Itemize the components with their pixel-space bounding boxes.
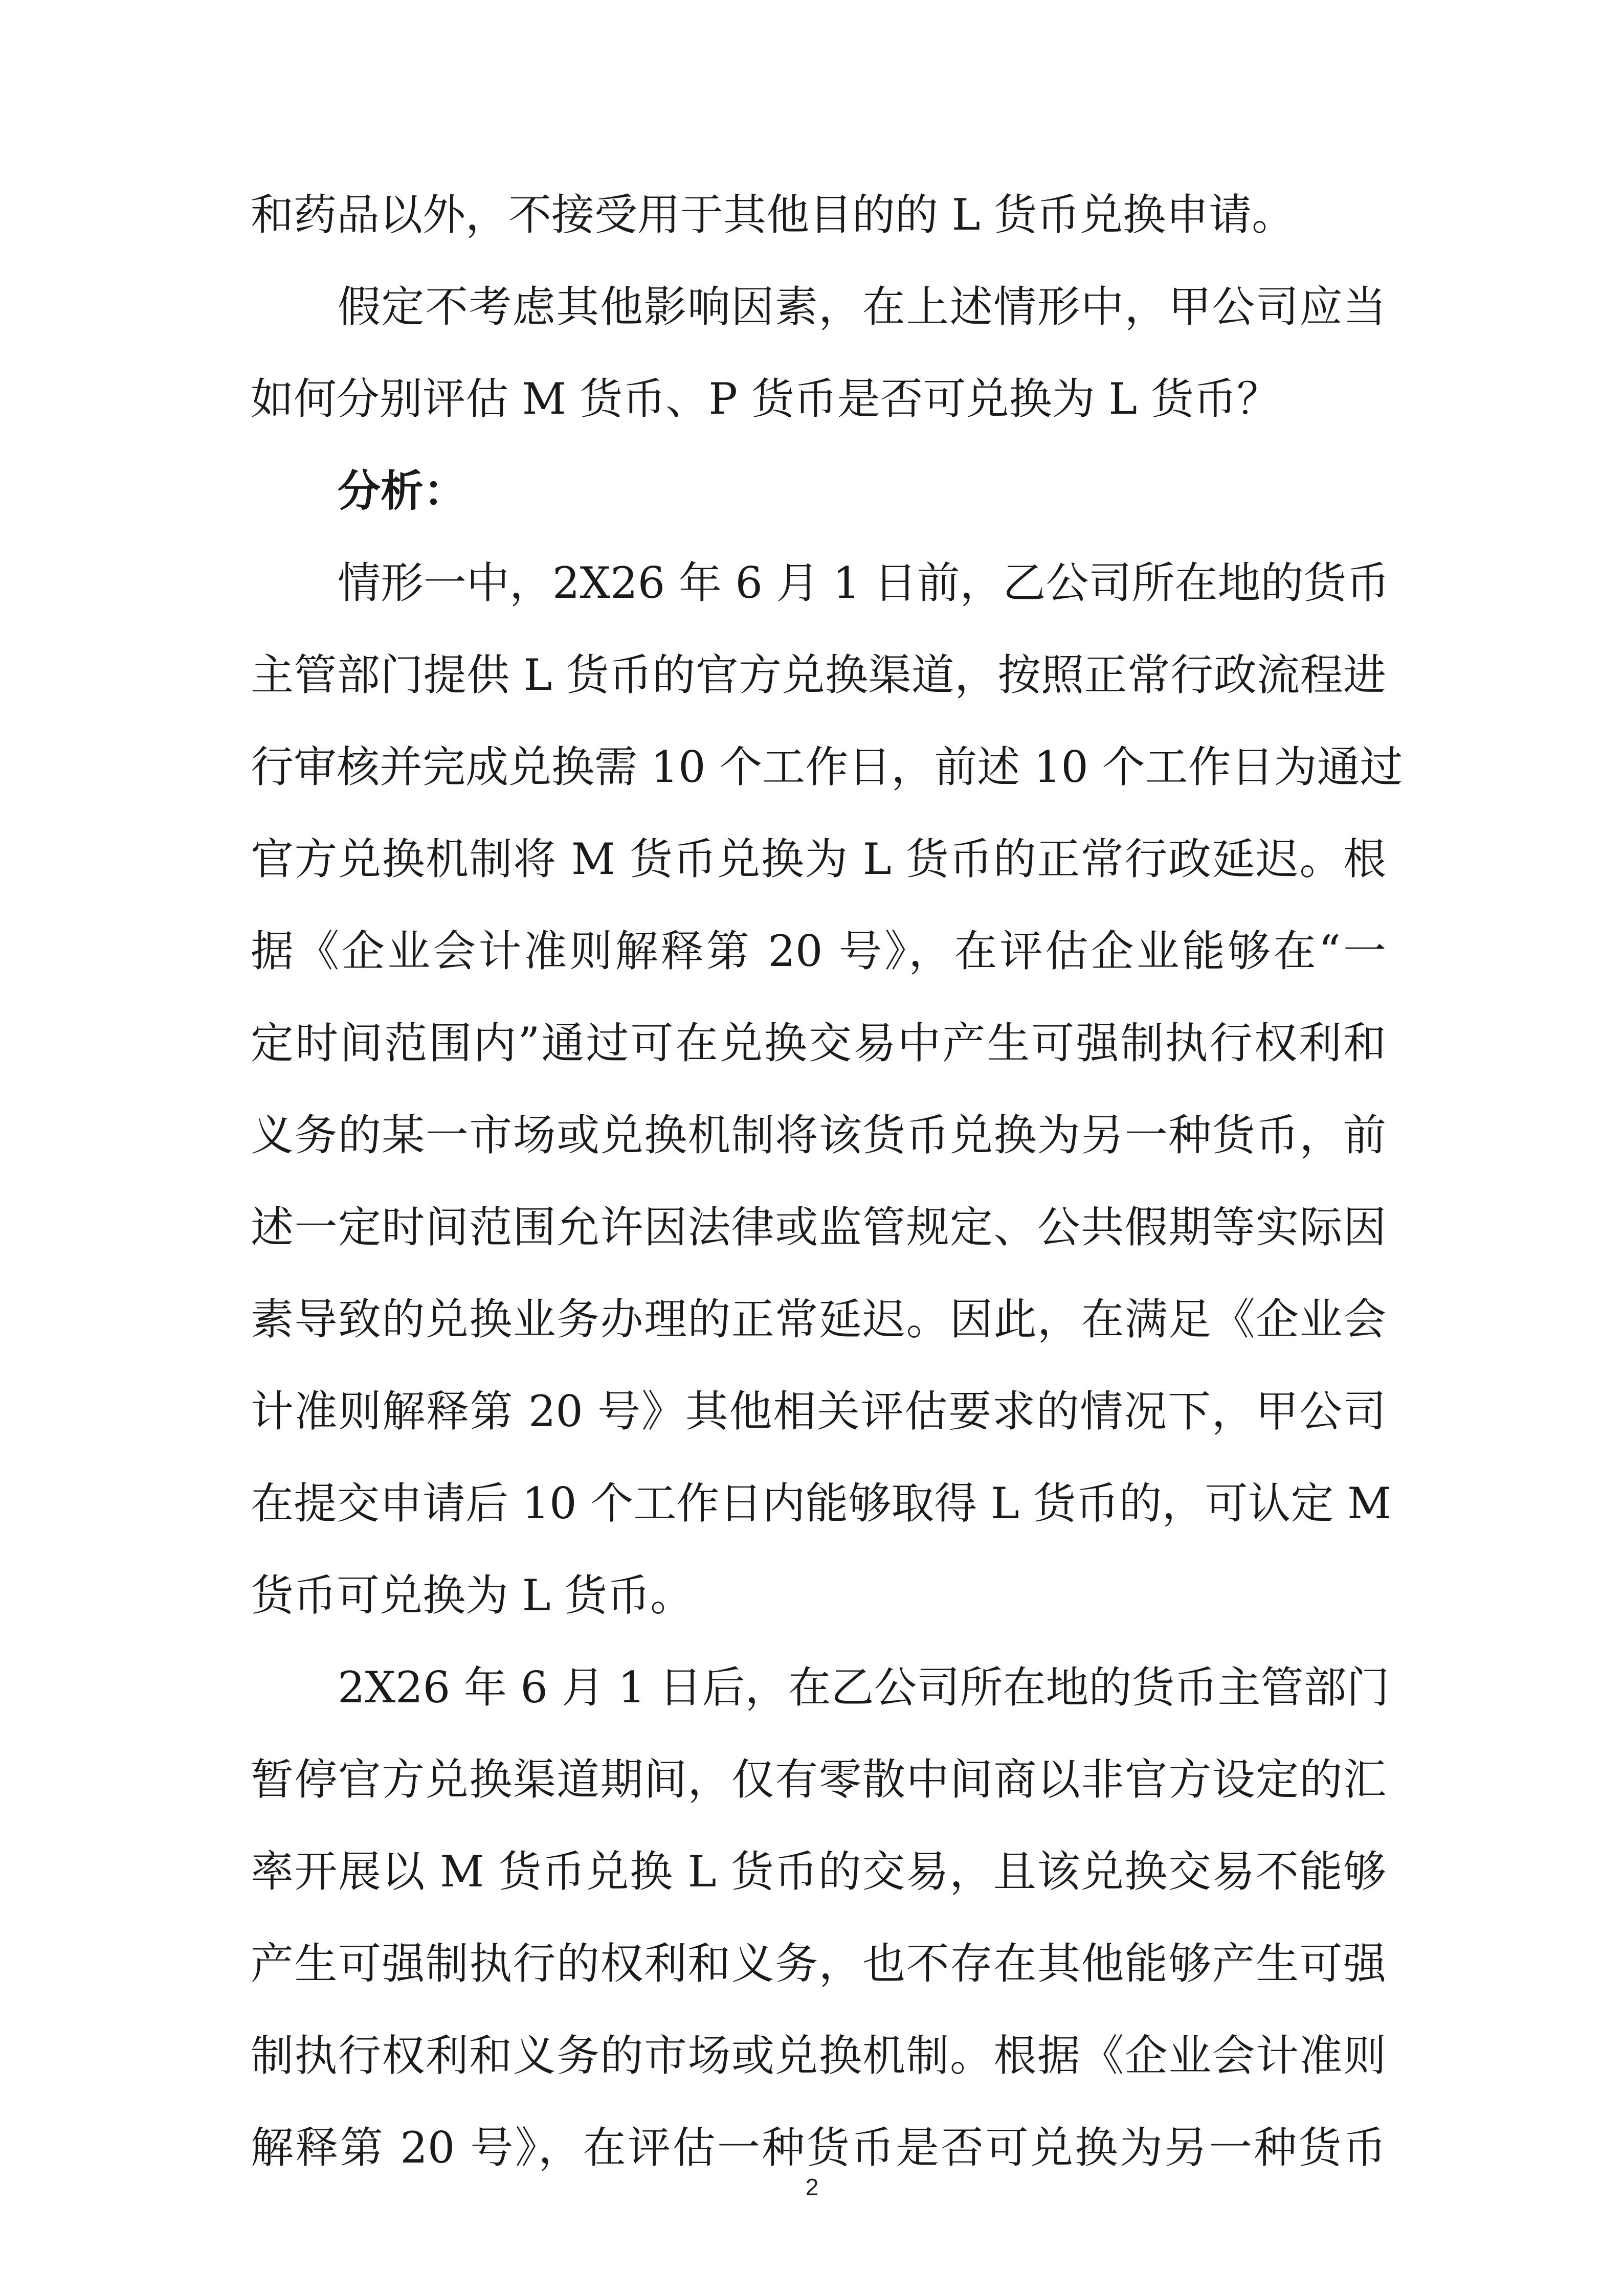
paragraph-line: 计准则解释第 20 号》其他相关评估要求的情况下，甲公司	[251, 1386, 1386, 1436]
paragraph-line: 定时间范围内”通过可在兑换交易中产生可强制执行权利和	[251, 1018, 1386, 1068]
section-heading: 分析：	[338, 466, 467, 516]
paragraph-line: 货币可兑换为 L 货币。	[251, 1570, 694, 1620]
page-number: 2	[805, 2174, 819, 2200]
paragraph-line: 述一定时间范围允许因法律或监管规定、公共假期等实际因	[251, 1202, 1386, 1252]
paragraph-line: 据《企业会计准则解释第 20 号》，在评估企业能够在“一	[251, 926, 1386, 976]
paragraph-line: 主管部门提供 L 货币的官方兑换渠道，按照正常行政流程进	[251, 650, 1386, 700]
paragraph-line: 情形一中，2X26 年 6 月 1 日前，乙公司所在地的货币	[338, 558, 1390, 608]
paragraph-line: 素导致的兑换业务办理的正常延迟。因此，在满足《企业会	[251, 1294, 1386, 1344]
paragraph-line: 在提交申请后 10 个工作日内能够取得 L 货币的，可认定 M	[251, 1478, 1392, 1528]
paragraph-line: 行审核并完成兑换需 10 个工作日，前述 10 个工作日为通过	[251, 742, 1403, 792]
paragraph-line: 和药品以外，不接受用于其他目的的 L 货币兑换申请。	[251, 190, 1295, 240]
paragraph-line: 制执行权利和义务的市场或兑换机制。根据《企业会计准则	[251, 2031, 1386, 2081]
paragraph-line: 义务的某一市场或兑换机制将该货币兑换为另一种货币，前	[251, 1110, 1386, 1160]
paragraph-line: 产生可强制执行的权利和义务，也不存在其他能够产生可强	[251, 1939, 1386, 1989]
paragraph-line: 假定不考虑其他影响因素，在上述情形中，甲公司应当	[338, 282, 1386, 332]
paragraph-line: 解释第 20 号》，在评估一种货币是否可兑换为另一种货币	[251, 2123, 1386, 2173]
paragraph-line: 暂停官方兑换渠道期间，仅有零散中间商以非官方设定的汇	[251, 1754, 1386, 1805]
paragraph-line: 如何分别评估 M 货币、P 货币是否可兑换为 L 货币？	[251, 374, 1280, 424]
paragraph-line: 2X26 年 6 月 1 日后，在乙公司所在地的货币主管部门	[338, 1662, 1390, 1713]
paragraph-line: 官方兑换机制将 M 货币兑换为 L 货币的正常行政延迟。根	[251, 834, 1386, 884]
paragraph-line: 率开展以 M 货币兑换 L 货币的交易，且该兑换交易不能够	[251, 1847, 1386, 1897]
